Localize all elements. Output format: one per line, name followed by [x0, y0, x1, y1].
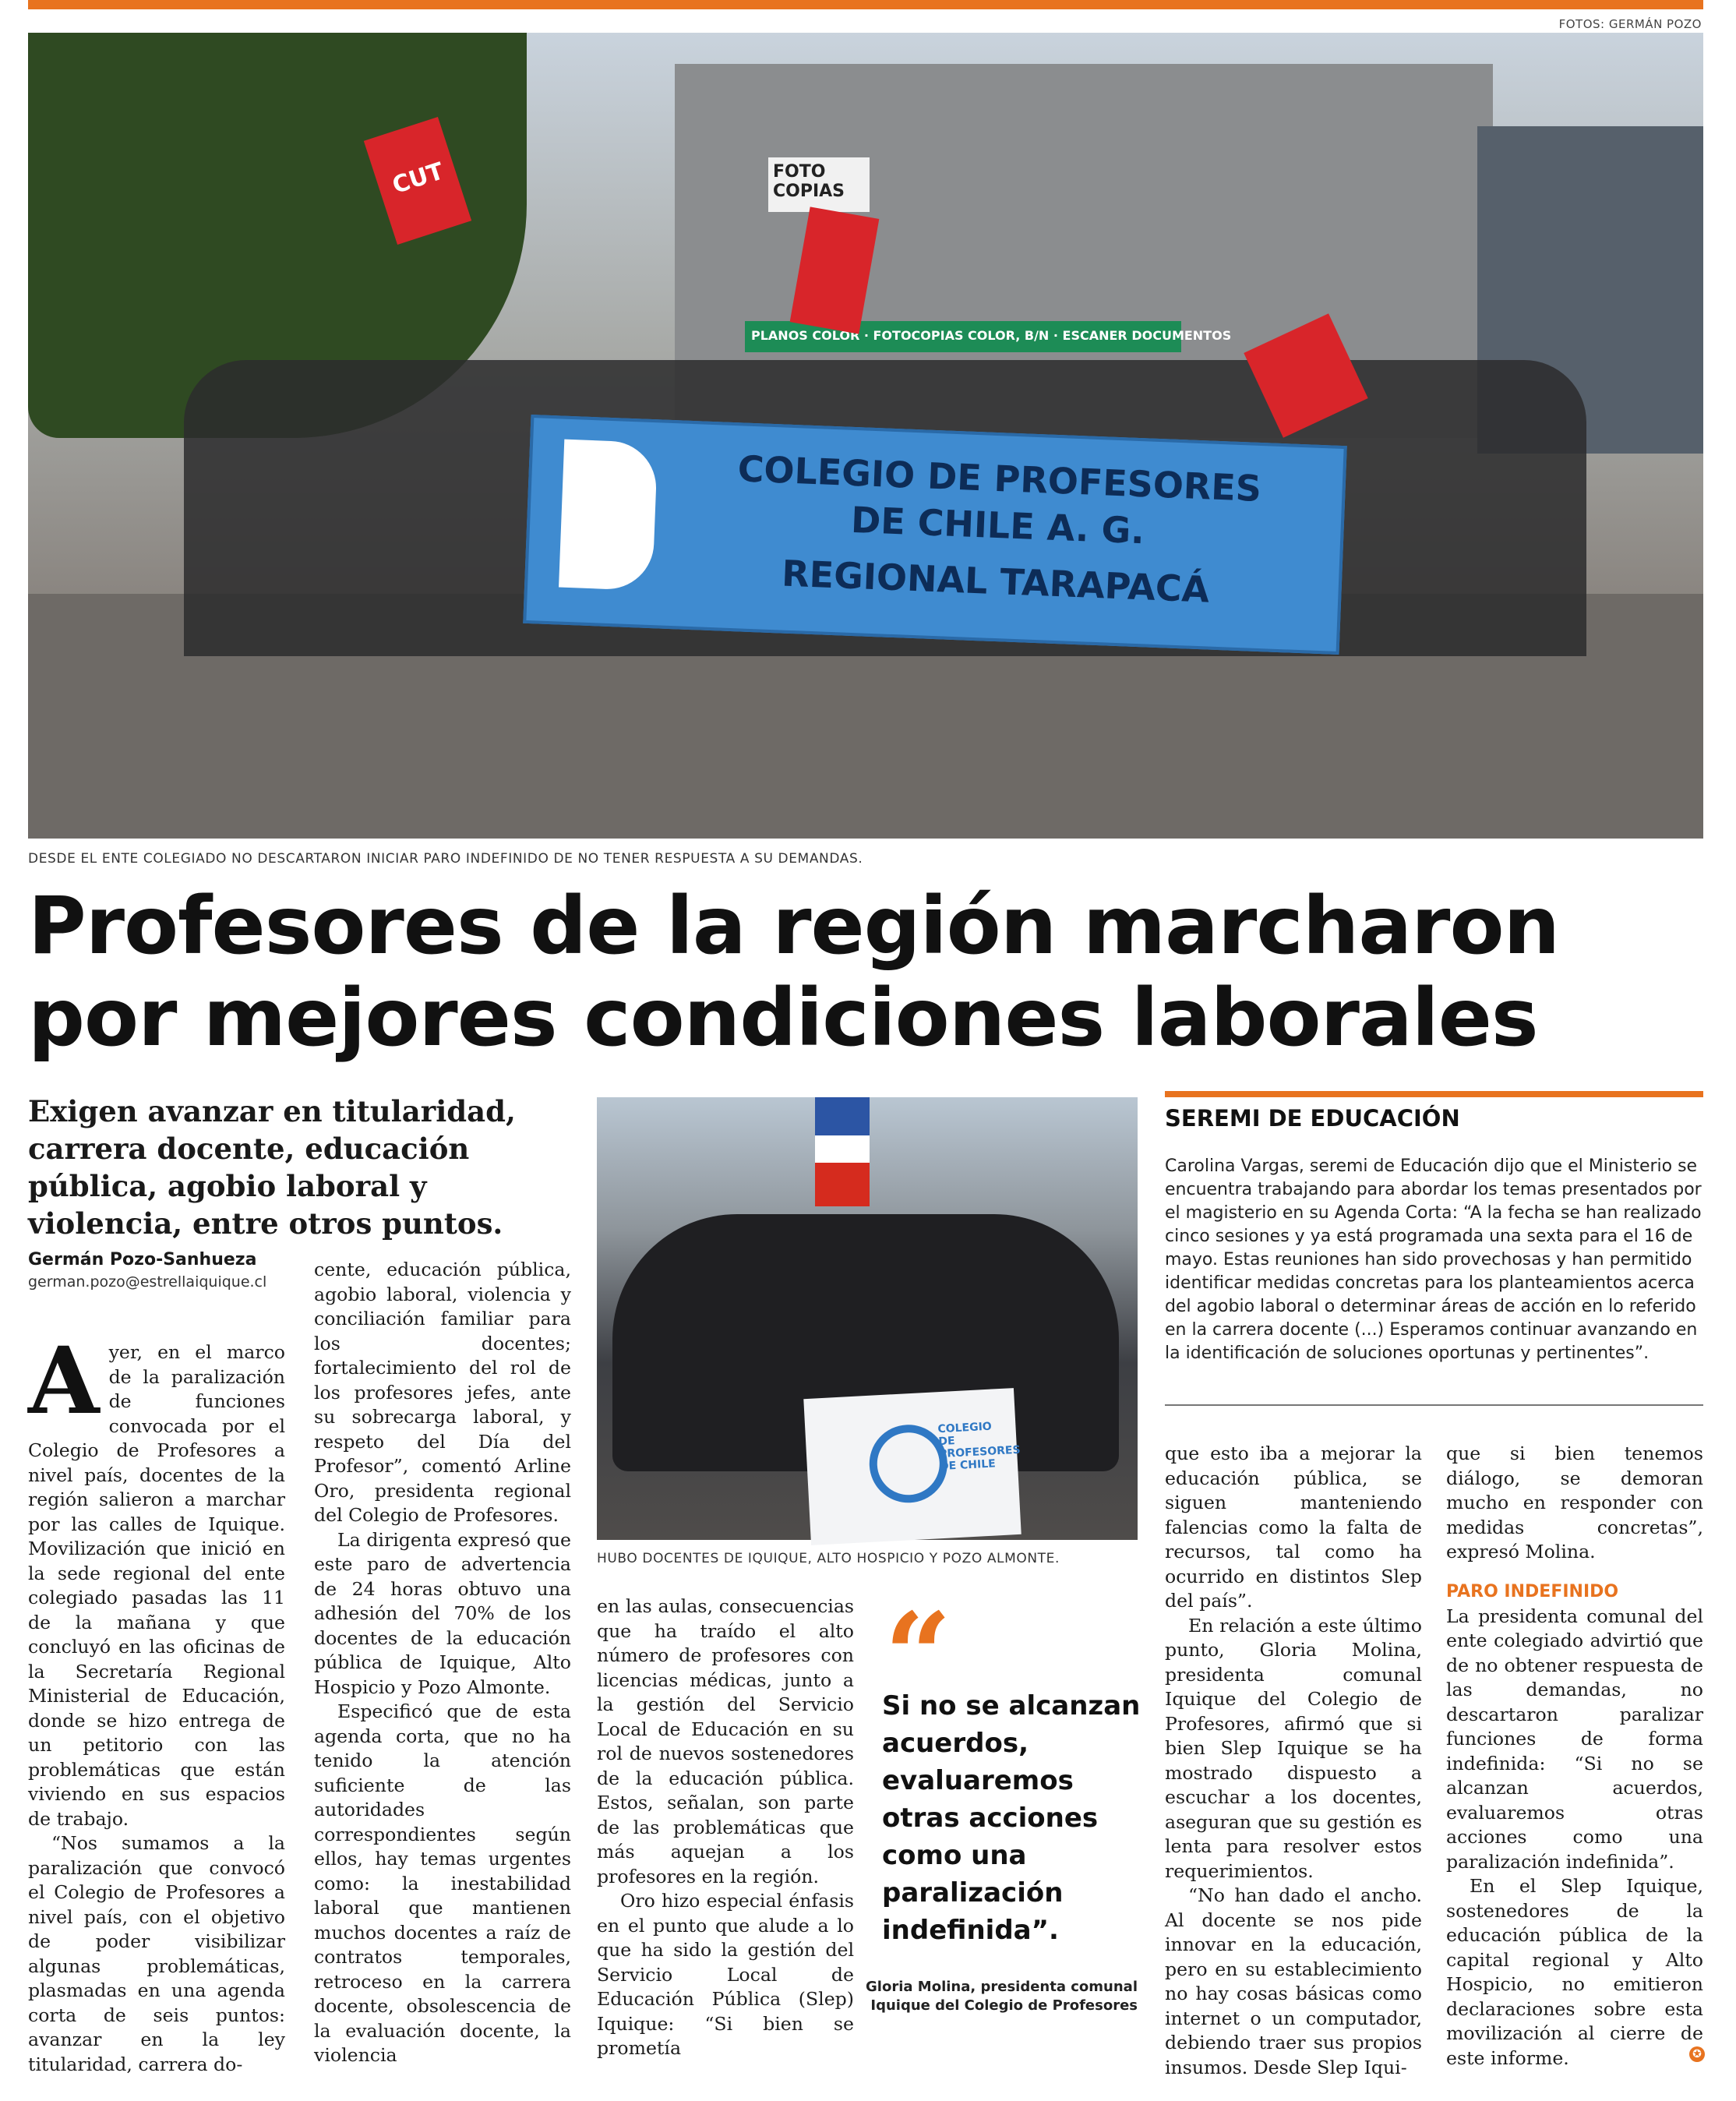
sidebar-accent-rule	[1165, 1091, 1703, 1097]
body-paragraph-12: La presidenta comunal del ente colegiado advirtió que de no obtener respuesta de las demandas, no descartaron paralizar funciones de forma indefinida: “Si no se alcanzan acuerdos, evaluaremos otras acciones como una paralización indefinida”.	[1446, 1605, 1703, 1873]
banner-line-1: COLEGIO DE PROFESORES	[736, 447, 1262, 510]
byline-email[interactable]: german.pozo@estrellaiquique.cl	[28, 1273, 267, 1291]
banner-line-2: DE CHILE A. G.	[850, 498, 1145, 553]
main-photo	[28, 33, 1703, 839]
body-paragraph-7: Oro hizo especial énfasis en el punto que alude a lo que ha sido la gestión del Servicio Local de Educación Pública (Slep) Iquique: “Si bien se prometía	[597, 1890, 854, 2059]
column-1	[28, 1326, 285, 2077]
body-paragraph-5: Especificó que de esta agenda corta, que no ha tenido la atención suficiente de las autoridades correspondientes según ellos, hay temas urgentes como: la inestabilidad laboral que mantienen muchos docentes a raíz de contratos temporales, retroceso en la carrera docente, obsolescencia de la evaluación docente, la violencia	[314, 1700, 571, 2066]
body-paragraph-1-text: yer, en el marco de la paralización de funciones convocada por el Colegio de Profesores a nivel país, docentes de la región salieron a marchar por las calles de Iquique. Movilización que inició en la sede regional del ente colegiado pasadas las 11 de la mañana y que concluyó en las oficinas de la Secretaría Regional Ministerial de Educación, donde se hizo entrega de un petitorio con las problemáticas que están viviendo en sus espacios de trabajo.	[28, 1341, 285, 1830]
column-5	[1165, 1442, 1422, 2080]
quote-mark-icon: “	[884, 1587, 952, 1725]
shop-sign-planos: PLANOS COLOR · FOTOCOPIAS COLOR, B/N · ESCANER DOCUMENTOS	[745, 321, 1181, 352]
sidebar-body: Carolina Vargas, seremi de Educación dijo que el Ministerio se encuentra trabajando para abordar los temas presentados por el magisterio en su Agenda Corta: “A la fecha se han realizado cinco sesiones y ya está programada una sexta para el 16 de mayo. Estas reuniones han sido provechosas y han permitido identificar medidas concretas para los planteamientos acerca del agobio laboral o determinar áreas de acción en lo referido en la carrera docente (...) Esperamos continuar avanzando en la identificación de soluciones oportunas y pertinentes”.	[1165, 1156, 1702, 1363]
banner-logo	[559, 440, 658, 591]
colegio-card-text: COLEGIO DE PROFESORES DE CHILE	[937, 1420, 1021, 1474]
sidebar-title: SEREMI DE EDUCACIÓN	[1165, 1105, 1460, 1132]
top-accent-bar	[28, 0, 1703, 9]
flag-left-text: CUT	[389, 157, 447, 200]
column-2	[314, 1258, 571, 2068]
body-paragraph-4: La dirigenta expresó que este paro de advertencia de 24 horas obtuvo una adhesión del 70% de los docentes de la educación pública de Iquique, Alto Hospicio y Pozo Almonte.	[314, 1528, 571, 1698]
column-6	[1446, 1442, 1703, 2071]
colegio-banner-card	[803, 1388, 1021, 1545]
main-photo-caption: DESDE EL ENTE COLEGIADO NO DESCARTARON INICIAR PARO INDEFINIDO DE NO TENER RESPUESTA A SU DEMANDAS.	[28, 851, 863, 867]
body-paragraph-13: En el Slep Iquique, sostenedores de la educación pública de la capital regional y Alto Hospicio, no emitieron declaraciones sobre esta movilización al cierre de este informe.	[1446, 1875, 1703, 2069]
banner-line-3: REGIONAL TARAPACÁ	[781, 552, 1211, 611]
group-photo-caption: HUBO DOCENTES DE IQUIQUE, ALTO HOSPICIO Y POZO ALMONTE.	[597, 1551, 1060, 1566]
photo-credit: FOTOS: GERMÁN POZO	[1558, 17, 1702, 31]
body-paragraph-10: “No han dado el ancho. Al docente se nos pide innovar en la educación, pero en su establecimiento no hay cosas básicas como internet o un computador, debiendo traer sus propios insumos. Desde Slep Iqui-	[1165, 1884, 1422, 2078]
protest-banner	[523, 415, 1347, 655]
deck-subtitle: Exigen avanzar en titularidad, carrera docente, educación pública, agobio laboral y violencia, entre otros puntos.	[28, 1094, 516, 1241]
pull-quote-attribution: Gloria Molina, presidenta comunal Iquique del Colegio de Profesores	[866, 1979, 1138, 2014]
end-of-article-icon: ✪	[1689, 2046, 1705, 2062]
body-paragraph-3: cente, educación pública, agobio laboral, violencia y conciliación familiar para los docentes; fortalecimiento del rol de los profesores jefes, ante su sobrecarga laboral, y respeto del Día del Profesor”, comentó Arline Oro, presidenta regional del Colegio de Profesores.	[314, 1259, 571, 1526]
column-3	[597, 1594, 854, 2061]
byline-author: Germán Pozo-Sanhueza	[28, 1250, 257, 1269]
body-paragraph-2: “Nos sumamos a la paralización que convocó el Colegio de Profesores a nivel país, con el objetivo de poder visibilizar algunas problemáticas, plasmadas en una agenda corta de seis puntos: avanzar en la ley titularidad, carrera do-	[28, 1832, 285, 2075]
group-photo	[597, 1097, 1138, 1540]
sidebar-divider	[1165, 1404, 1703, 1406]
body-paragraph-11: que si bien tenemos diálogo, se demoran mucho en responder con medidas concretas”, expresó Molina.	[1446, 1442, 1703, 1563]
shop-sign-copias: FOTO COPIAS	[768, 157, 870, 212]
colegio-logo-ring	[867, 1423, 949, 1505]
body-paragraph-1	[28, 1326, 285, 1831]
subhead-paro-indefinido: PARO INDEFINIDO	[1446, 1581, 1619, 1601]
body-paragraph-6: en las aulas, consecuencias que ha traído el alto número de profesores con licencias médicas, junto a la gestión del Servicio Local de Educación en su rol de nuevos sostenedores de la educación pública. Estos, señalan, son parte de las problemáticas que más aquejan a los profesores en la región.	[597, 1595, 854, 1887]
headline: Profesores de la región marcharon por mejores condiciones laborales	[28, 880, 1560, 1065]
body-paragraph-8: que esto iba a mejorar la educación pública, se siguen manteniendo falencias como la falta de recursos, tal como ha ocurrido en distintos Slep del país”.	[1165, 1442, 1422, 1612]
drop-cap: A	[28, 1326, 100, 1435]
chilean-flag	[815, 1097, 870, 1206]
pull-quote-text: Si no se alcanzan acuerdos, evaluaremos otras acciones como una paralización indefinida”.	[882, 1690, 1141, 1946]
body-paragraph-9: En relación a este último punto, Gloria Molina, presidenta comunal Iquique del Colegio de Profesores, afirmó que si bien Slep Iquique se ha mostrado dispuesto a escuchar a los docentes, aseguran que su gestión es lenta para resolver estos requerimientos.	[1165, 1614, 1422, 1882]
